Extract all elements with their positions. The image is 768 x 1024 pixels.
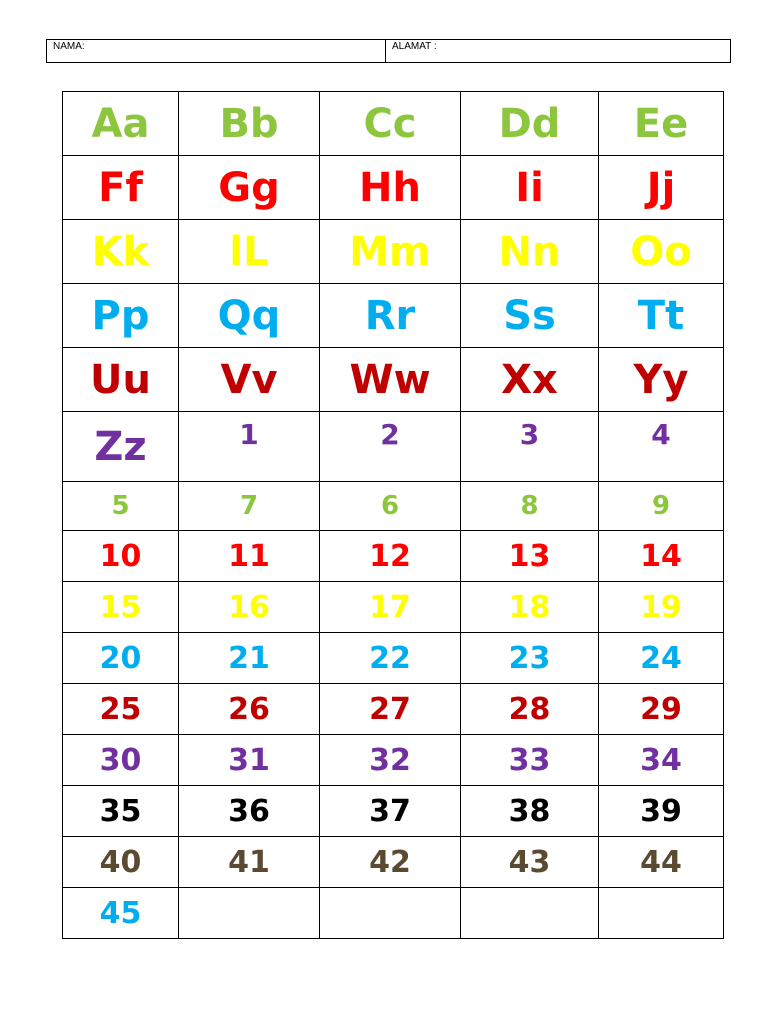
number-cell: 42 [320, 837, 461, 888]
number-row [63, 837, 724, 888]
number-cell: 1 [179, 412, 320, 482]
letter-cell: Cc [320, 92, 461, 156]
number-cell: 44 [599, 837, 724, 888]
number-cell: 23 [461, 633, 599, 684]
letter-cell: Ww [320, 348, 461, 412]
letter-cell: lL [179, 220, 320, 284]
letter-cell: Oo [599, 220, 724, 284]
number-cell: 5 [63, 482, 179, 531]
number-cell: 41 [179, 837, 320, 888]
number-cell: 8 [461, 482, 599, 531]
letter-cell: Vv [179, 348, 320, 412]
number-cell: 12 [320, 531, 461, 582]
number-cell: 37 [320, 786, 461, 837]
number-row [63, 633, 724, 684]
number-cell: 35 [63, 786, 179, 837]
number-cell: 18 [461, 582, 599, 633]
number-cell: 2 [320, 412, 461, 482]
number-cell: 15 [63, 582, 179, 633]
number-row [63, 684, 724, 735]
number-cell: 29 [599, 684, 724, 735]
number-cell: 19 [599, 582, 724, 633]
letter-cell: Pp [63, 284, 179, 348]
letter-cell: Xx [461, 348, 599, 412]
number-cell: 26 [179, 684, 320, 735]
letter-cell: Bb [179, 92, 320, 156]
number-cell: 17 [320, 582, 461, 633]
letter-cell: Zz [63, 412, 179, 482]
letter-cell: Mm [320, 220, 461, 284]
number-cell: 20 [63, 633, 179, 684]
letter-row [63, 284, 724, 348]
number-cell: 3 [461, 412, 599, 482]
name-field[interactable] [47, 40, 386, 63]
number-cell: 43 [461, 837, 599, 888]
number-row [63, 888, 724, 939]
address-label: ALAMAT : [392, 41, 437, 52]
number-cell: 25 [63, 684, 179, 735]
letter-cell: Kk [63, 220, 179, 284]
number-cell: 16 [179, 582, 320, 633]
student-info-header [46, 39, 731, 63]
number-cell: 24 [599, 633, 724, 684]
letter-cell: Tt [599, 284, 724, 348]
number-row [63, 735, 724, 786]
number-cell: 11 [179, 531, 320, 582]
empty-cell [599, 888, 724, 939]
letter-cell: Aa [63, 92, 179, 156]
number-row [63, 531, 724, 582]
number-cell: 14 [599, 531, 724, 582]
number-cell: 6 [320, 482, 461, 531]
number-cell: 13 [461, 531, 599, 582]
letter-cell: Ee [599, 92, 724, 156]
number-cell: 22 [320, 633, 461, 684]
number-row [63, 482, 724, 531]
number-row [63, 786, 724, 837]
alphabet-number-chart [62, 91, 724, 939]
number-cell: 40 [63, 837, 179, 888]
letter-number-row [63, 412, 724, 482]
number-cell: 34 [599, 735, 724, 786]
letter-cell: Yy [599, 348, 724, 412]
empty-cell [320, 888, 461, 939]
number-cell: 39 [599, 786, 724, 837]
letter-cell: Ff [63, 156, 179, 220]
letter-cell: Dd [461, 92, 599, 156]
letter-cell: Nn [461, 220, 599, 284]
letter-row [63, 92, 724, 156]
letter-cell: Jj [599, 156, 724, 220]
number-row [63, 582, 724, 633]
number-cell: 10 [63, 531, 179, 582]
letter-cell: Uu [63, 348, 179, 412]
number-cell: 30 [63, 735, 179, 786]
number-cell: 45 [63, 888, 179, 939]
letter-row [63, 348, 724, 412]
number-cell: 31 [179, 735, 320, 786]
number-cell: 7 [179, 482, 320, 531]
empty-cell [461, 888, 599, 939]
number-cell: 38 [461, 786, 599, 837]
letter-cell: Hh [320, 156, 461, 220]
letter-cell: Rr [320, 284, 461, 348]
letter-cell: Qq [179, 284, 320, 348]
empty-cell [179, 888, 320, 939]
letter-cell: Ss [461, 284, 599, 348]
number-cell: 9 [599, 482, 724, 531]
number-cell: 33 [461, 735, 599, 786]
letter-cell: Ii [461, 156, 599, 220]
number-cell: 32 [320, 735, 461, 786]
letter-cell: Gg [179, 156, 320, 220]
number-cell: 36 [179, 786, 320, 837]
number-cell: 21 [179, 633, 320, 684]
number-cell: 4 [599, 412, 724, 482]
number-cell: 27 [320, 684, 461, 735]
letter-row [63, 156, 724, 220]
address-field[interactable] [386, 40, 731, 63]
name-label: NAMA: [53, 41, 85, 52]
number-cell: 28 [461, 684, 599, 735]
letter-row [63, 220, 724, 284]
